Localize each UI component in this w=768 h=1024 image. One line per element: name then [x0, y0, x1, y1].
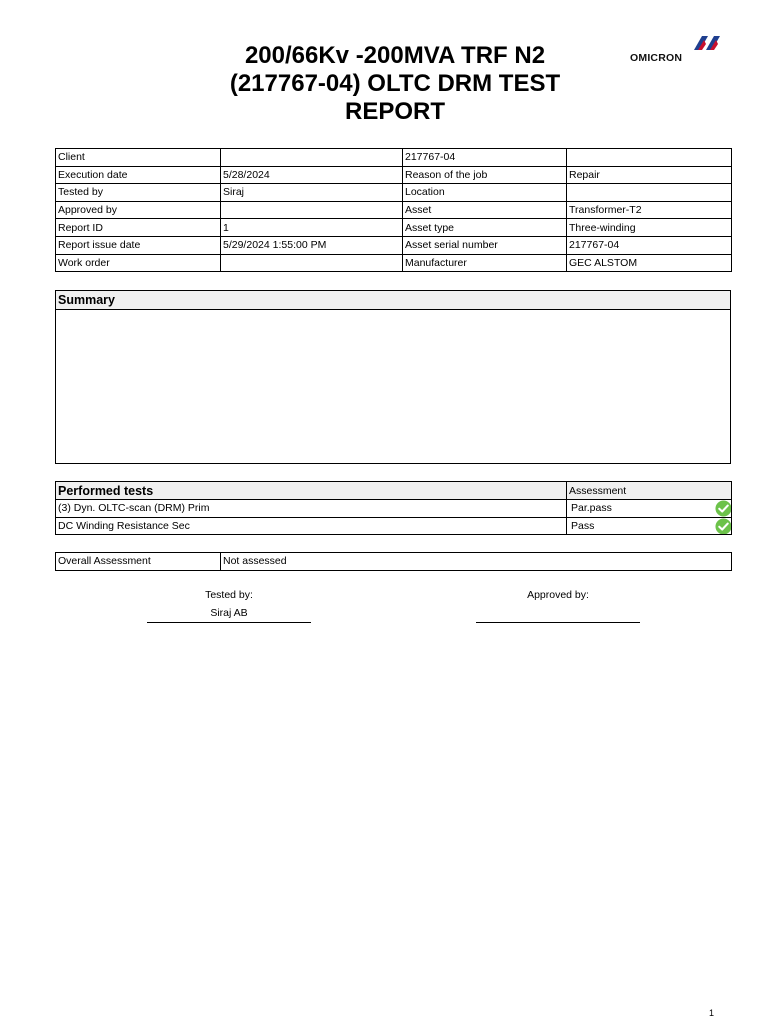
info-value: 217767-04 [567, 236, 732, 254]
summary-heading: Summary [56, 291, 730, 310]
test-assessment-cell [567, 500, 732, 518]
info-label: Reason of the job [403, 166, 567, 184]
performed-tests-header [56, 482, 732, 500]
overall-assessment-row [56, 553, 732, 571]
report-title-line2: (217767-04) OLTC DRM TEST [229, 70, 561, 97]
info-label: Asset [403, 201, 567, 219]
info-value: Transformer-T2 [567, 201, 732, 219]
report-title-line3: REPORT [344, 98, 445, 125]
test-row [56, 500, 732, 518]
info-value: 1 [221, 219, 403, 237]
info-label: Manufacturer [403, 254, 567, 272]
logo-text: OMICRON [630, 52, 683, 64]
omicron-logo [628, 34, 724, 70]
report-title-line1: 200/66Kv -200MVA TRF N2 [244, 42, 546, 69]
info-row [56, 184, 732, 202]
test-row [56, 517, 732, 535]
test-name: (3) Dyn. OLTC-scan (DRM) Prim [56, 500, 567, 518]
info-label: Execution date [56, 166, 221, 184]
test-assessment: Par.pass [571, 502, 612, 515]
info-label: Asset serial number [403, 236, 567, 254]
test-name: DC Winding Resistance Sec [56, 517, 567, 535]
info-row [56, 236, 732, 254]
performed-tests-heading: Performed tests [56, 482, 567, 500]
info-label: Approved by [56, 201, 221, 219]
test-assessment: Pass [571, 519, 595, 532]
info-value: Repair [567, 166, 732, 184]
omicron-logo-icon [694, 34, 722, 52]
info-row [56, 166, 732, 184]
overall-assessment-value: Not assessed [221, 553, 732, 571]
info-label: Location [403, 184, 567, 202]
tested-by-name: Siraj AB [210, 607, 248, 619]
overall-assessment-table [55, 552, 732, 571]
assessment-heading: Assessment [567, 482, 732, 500]
info-label: Report ID [56, 219, 221, 237]
info-row [56, 149, 732, 167]
report-info-table [55, 148, 732, 272]
info-row [56, 201, 732, 219]
summary-section [55, 290, 731, 464]
report-title [190, 42, 600, 126]
info-label: Report issue date [56, 236, 221, 254]
info-label: Tested by [56, 184, 221, 202]
info-row [56, 254, 732, 272]
info-value [567, 184, 732, 202]
info-value: 5/28/2024 [221, 166, 403, 184]
tested-by-signature-line [147, 622, 311, 623]
check-circle-icon [715, 500, 732, 517]
overall-assessment-label: Overall Assessment [56, 553, 221, 571]
info-label: Asset type [403, 219, 567, 237]
info-value: GEC ALSTOM [567, 254, 732, 272]
performed-tests-table [55, 481, 732, 535]
approved-by-label: Approved by: [527, 589, 589, 601]
page-number: 1 [709, 1008, 715, 1018]
info-value: 5/29/2024 1:55:00 PM [221, 236, 403, 254]
check-circle-icon [715, 518, 732, 535]
approved-by-signature-line [476, 622, 640, 623]
info-label: Client [56, 149, 221, 167]
info-value [567, 149, 732, 167]
info-value [221, 254, 403, 272]
info-value: Three-winding [567, 219, 732, 237]
info-value: Siraj [221, 184, 403, 202]
info-label: 217767-04 [403, 149, 567, 167]
tested-by-label: Tested by: [205, 589, 253, 601]
info-value [221, 149, 403, 167]
test-assessment-cell [567, 517, 732, 535]
info-label: Work order [56, 254, 221, 272]
info-value [221, 201, 403, 219]
info-row [56, 219, 732, 237]
